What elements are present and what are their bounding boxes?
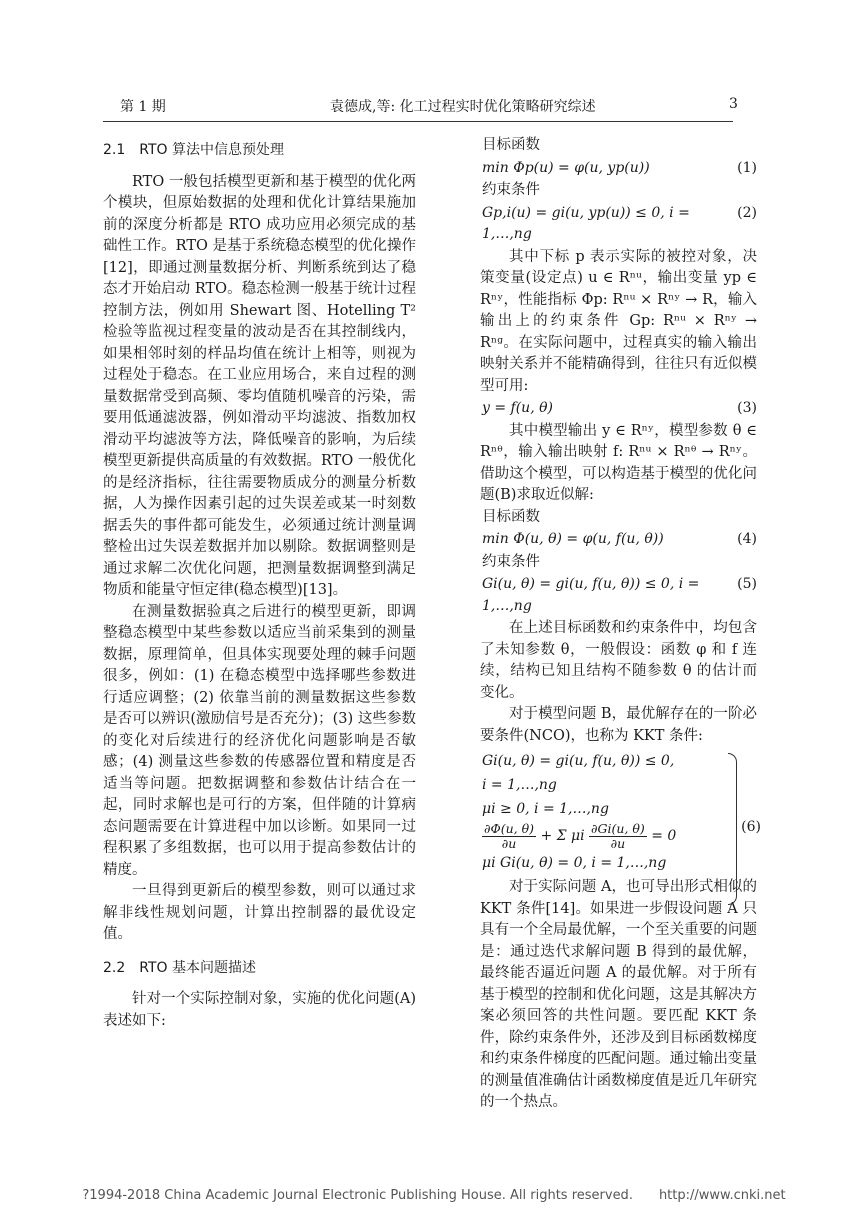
paragraph-variables: 其中下标 p 表示实际的被控对象，决策变量(设定点) u ∈ Rⁿᵘ，输出变量 yp ∈ Rⁿʸ，性能指标 Φp: Rⁿᵘ × Rⁿʸ → R，输入输出上的约束条件 Gp: Rⁿᵘ × Rⁿʸ → Rⁿᵍ。在实际问题中，过程真实的输入输出映射关系并不能精确得到，往往只有近似模型可用:	[480, 248, 757, 394]
section-2-1-heading: 2.1 RTO 算法中信息预处理	[103, 142, 284, 158]
left-column	[103, 140, 416, 1032]
equation-1: min Φp(u) = φ(u, yp(u)) (1)	[482, 159, 757, 176]
paragraph-model-update: 在测量数据验真之后进行的模型更新，即调整稳态模型中某些参数以适应当前采集到的测量数据，原理简单，但具体实现要处理的棘手问题很多，例如：(1) 在稳态模型中选择哪些参数进行适应调整；(2) 依靠当前的测量数据这些参数是否可以辨识(激励信号是否充分)；(3) 这些参数的变化对后续进行的经济优化问题影响是否敏感；(4) 测量这些参数的传感器位置和精度是否适当等问题。把数据调整和参数估计结合在一起，同时求解也是可行的方案，但伴随的计算病态问题需要在计算进程中加以诊断。如果同一过程积累了多组数据，也可以用于提高参数估计的精度。	[103, 603, 416, 878]
paragraph-nco: 对于模型问题 B，最优解存在的一阶必要条件(NCO)，也称为 KKT 条件:	[480, 706, 757, 744]
constraint-label: 约束条件	[482, 182, 540, 198]
paragraph-model: 其中模型输出 y ∈ Rⁿʸ，模型参数 θ ∈ Rⁿᶿ，输入输出映射 f: Rⁿᵘ × Rⁿᶿ → Rⁿʸ。借助这个模型，可以构造基于模型的优化问题(B)求取近似解:	[480, 422, 757, 503]
running-head-title: 袁德成,等: 化工过程实时优化策略研究综述	[330, 99, 596, 115]
constraint-label-2: 约束条件	[482, 553, 540, 570]
right-column	[480, 135, 761, 1114]
paragraph-problem-a: 针对一个实际控制对象，实施的优化问题(A)表述如下:	[103, 991, 416, 1029]
paragraph-kkt-matching: 对于实际问题 A，也可导出形式相似的 KKT 条件[14]。如果进一步假设问题 A 只具有一个全局最优解，一个至关重要的问题是：通过迭代求解问题 B 得到的最优解，最终能否逼近问题 A 的最优解。对于所有基于模型的控制和优化问题，这是其解决方案必须回答的共性问题。要匹配 KKT 条件，除约束条件外，还涉及到目标函数梯度和约束条件梯度的匹配问题。通过输出变量的测量值准确估计函数梯度值是近几年研究的一个热点。	[480, 879, 757, 1110]
page-number: 3	[729, 96, 738, 112]
objective-label-2: 目标函数	[482, 508, 540, 525]
equation-3: y = f(u, θ) (3)	[482, 400, 757, 416]
paragraph-preprocessing: RTO 一般包括模型更新和基于模型的优化两个模块，但原始数据的处理和优化计算结果施加前的深度分析都是 RTO 成功应用必须完成的基础性工作。RTO 是基于系统稳态模型的优化操作[12]，即通过测量数据分析、判断系统到达了稳态才开始启动 RTO。稳态检测一般基于统计过程控制方法，例如用 Shewart 图、Hotelling T² 检验等监视过程变量的波动是否在其控制线内，如果相邻时刻的样品均值在统计上相等，则视为过程处于稳态。在工业应用场合，来自过程的测量数据常受到高频、零均值随机噪音的污染，需要用低通滤波器，例如滑动平均滤波、指数加权滑动平均滤波等方法，降低噪音的影响，为后续模型更新提供高质量的有效数据。RTO 一般优化的是经济指标，往往需要物质成分的测量分析数据，人为操作因素引起的过失误差或某一时刻数据丢失的事件都可能发生，必须通过统计测量调整检出过失误差数据并加以剔除。数据调整则是通过求解二次优化问题，把测量数据调整到满足物质和能量守恒定律(稳态模型)[13]。	[103, 173, 416, 598]
copyright-footer: ?1994-2018 China Academic Journal Electronic Publishing House. All rights reserved. http://www.cnki.net	[82, 1188, 786, 1203]
right-brace	[728, 753, 737, 905]
header-rule	[103, 121, 733, 122]
paragraph-setpoint: 一旦得到更新后的模型参数，则可以通过求解非线性规划问题，计算出控制器的最优设定值。	[103, 883, 416, 942]
equation-5: Gi(u, θ) = gi(u, f(u, θ)) ≤ 0, i = 1,…,ng (5)	[482, 576, 757, 614]
equation-2: Gp,i(u) = gi(u, yp(u)) ≤ 0, i = 1,…,ng (2)	[482, 204, 757, 242]
kkt-gradient-equation: $\frac{\partial\Phi(u, \theta)}{\partial u}$ + Σ μi $\frac{\partial Gi(u, \theta)}{\partial u}$ = 0	[484, 820, 677, 851]
section-2-2-heading: 2.2 RTO 基本问题描述	[103, 959, 256, 976]
running-head-issue: 第 1 期	[120, 99, 166, 115]
equation-6-number: (6)	[741, 819, 761, 835]
equation-6-kkt-system: Gi(u, θ) = gi(u, f(u, θ)) ≤ 0, i = 1,…,ng μi ≥ 0, i = 1,…,ng $\frac{\partial\Phi(u, \theta)}{\partial u}$ + Σ μi $\frac{\partial Gi(u, \theta)}{\partial u}$ = 0 μi Gi(u, θ) = 0, i = 1,…,ng (6)	[480, 749, 757, 875]
equation-4: min Φ(u, θ) = φ(u, f(u, θ)) (4)	[482, 531, 757, 547]
paragraph-assumption: 在上述目标函数和约束条件中，均包含了未知参数 θ，一般假设：函数 φ 和 f 连续，结构已知且结构不随参数 θ 的估计而变化。	[480, 620, 757, 701]
objective-label: 目标函数	[482, 137, 540, 153]
